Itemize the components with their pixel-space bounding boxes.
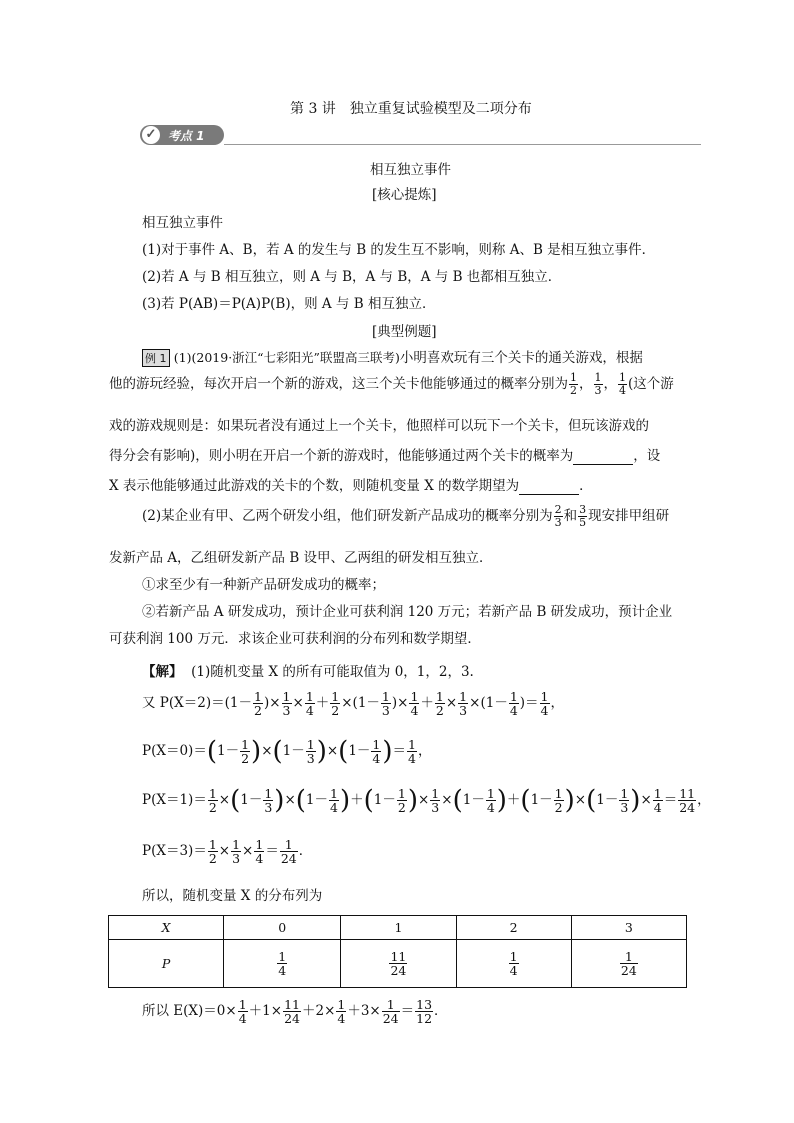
example-source: (1)(2019·浙江“七彩阳光”联盟高三联考) [173,350,400,365]
example-label: 例 1 [142,349,170,367]
table-cell: $\frac{11}{24}$ [341,940,456,988]
topic-badge [140,125,224,145]
question-2-sub-2b: 可获利润 100 万元．求该企业可获利润的分布列和数学期望． [109,631,481,647]
answer-blank-1[interactable] [573,448,633,465]
example-line-2: 他的游玩经验，每次开启一个新的游戏，这三个关卡他能够通过的概率分别为 $\frac{1}{2}$ ， $\frac{1}{3}$ ， $\frac{1}{4}$ (这个游 [109,371,674,397]
fraction-third: $\frac{1}{3}$ [594,371,602,397]
equation-px2: 又 P(X＝2)＝(1－ $\frac{1}{2}$ )× $\frac{1}{3}$ × $\frac{1}{4}$ ＋ $\frac{1}{2}$ ×(1－ $\frac{1}{3}$ )× $\frac{1}{4}$ ＋ $\frac{1}{2}$ × $\frac{1}{3}$ ×(1－ $\frac{1}{4}$ )＝ $\frac{1}{4}$ ， [142,689,564,719]
distribution-intro: 所以，随机变量 X 的分布列为 [142,888,323,904]
table-cell: P [109,940,224,988]
question-2-line-2: 发新产品 A，乙组研发新产品 B 设甲、乙两组的研发相互独立． [109,550,493,566]
equation-px0: P(X＝0)＝(1－ $\frac{1}{2}$ )×(1－ $\frac{1}{3}$ )×(1－ $\frac{1}{4}$ )＝ $\frac{1}{4}$ ， [142,736,432,767]
example-line-4: 得分会有影响)，则小明在开启一个新的游戏时，他能够通过两个关卡的概率为 ，设 [109,448,661,464]
fraction-half: $\frac{1}{2}$ [570,371,577,397]
concept-item-1: (1)对于事件 A、B，若 A 的发生与 B 的发生互不影响，则称 A、B 是相互独立事件． [142,242,656,258]
example-text-1: 小明喜欢玩有三个关卡的通关游戏，根据 [399,350,643,366]
table-cell: 0 [224,916,341,940]
answer-blank-2[interactable] [519,478,579,495]
expectation-equation: 所以 E(X)＝0× $\frac{1}{4}$ ＋1× $\frac{11}{24}$ ＋2× $\frac{1}{4}$ ＋3× $\frac{1}{24}$ ＝ $\frac{13}{12}$ ． [142,997,448,1027]
example-line-3: 戏的游戏规则是：如果玩者没有通过上一个关卡，他照样可以玩下一个关卡，但玩该游戏的 [109,418,649,434]
distribution-table [108,915,687,988]
equation-px3: P(X＝3)＝ $\frac{1}{2}$ × $\frac{1}{3}$ × $\frac{1}{4}$ ＝ $\frac{1}{24}$ ． [142,837,313,867]
table-cell: 3 [571,916,686,940]
concept-heading: 相互独立事件 [142,215,223,231]
check-icon: ✓ [142,126,160,144]
page-title: 第 3 讲 独立重复试验模型及二项分布 [290,101,532,117]
table-row [109,940,687,988]
concept-item-3: (3)若 P(AB)＝P(A)P(B)，则 A 与 B 相互独立． [142,296,436,312]
equation-px1: P(X＝1)＝ $\frac{1}{2}$ ×(1－ $\frac{1}{3}$ )×(1－ $\frac{1}{4}$ )＋(1－ $\frac{1}{2}$ )× $\frac{1}{3}$ ×(1－ $\frac{1}{4}$ )＋(1－ $\frac{1}{2}$ )×(1－ $\frac{1}{3}$ )× $\frac{1}{4}$ ＝ $\frac{11}{24}$ ， [142,785,711,816]
table-cell: 2 [456,916,571,940]
fraction-two-thirds: $\frac{2}{3}$ [554,503,562,529]
example-text-2: 他的游玩经验，每次开启一个新的游戏，这三个关卡他能够通过的概率分别为 [109,376,568,392]
question-2-sub-2: ②若新产品 A 研发成功，预计企业可获利润 120 万元；若新产品 B 研发成功，预计企业 [142,604,673,620]
fraction-three-fifths: $\frac{3}{5}$ [579,503,587,529]
solution-label: 【解】 [142,664,183,680]
solution-line-1: 【解】 (1)随机变量 X 的所有可能取值为 0，1，2，3. [142,664,474,680]
badge-rule [224,144,701,145]
concept-item-2: (2)若 A 与 B 相互独立，则 A 与 B，A 与 B，A 与 B 也都相互独立． [142,269,562,285]
table-cell: $\frac{1}{24}$ [571,940,686,988]
table-cell: 1 [341,916,456,940]
question-2-sub-1: ①求至少有一种新产品研发成功的概率； [142,577,385,593]
core-heading: [核心提炼] [372,187,437,203]
example-line-1 [142,346,643,367]
fraction-quarter: $\frac{1}{4}$ [619,371,626,397]
table-cell: X [109,916,224,940]
table-cell: $\frac{1}{4}$ [456,940,571,988]
badge-label: 考点 1 [168,129,205,143]
example-text-2-tail: (这个游 [628,376,674,392]
question-2-line-1: (2)某企业有甲、乙两个研发小组，他们研发新产品成功的概率分别为 $\frac{2}{3}$ 和 $\frac{3}{5}$ 现安排甲组研 [142,503,670,529]
table-row [109,916,687,940]
table-cell: $\frac{1}{4}$ [224,940,341,988]
example-line-5: X 表示他能够通过此游戏的关卡的个数，则随机变量 X 的数学期望为 ． [109,478,593,494]
section-title: 相互独立事件 [370,162,451,178]
example-heading: [典型例题] [372,324,437,340]
